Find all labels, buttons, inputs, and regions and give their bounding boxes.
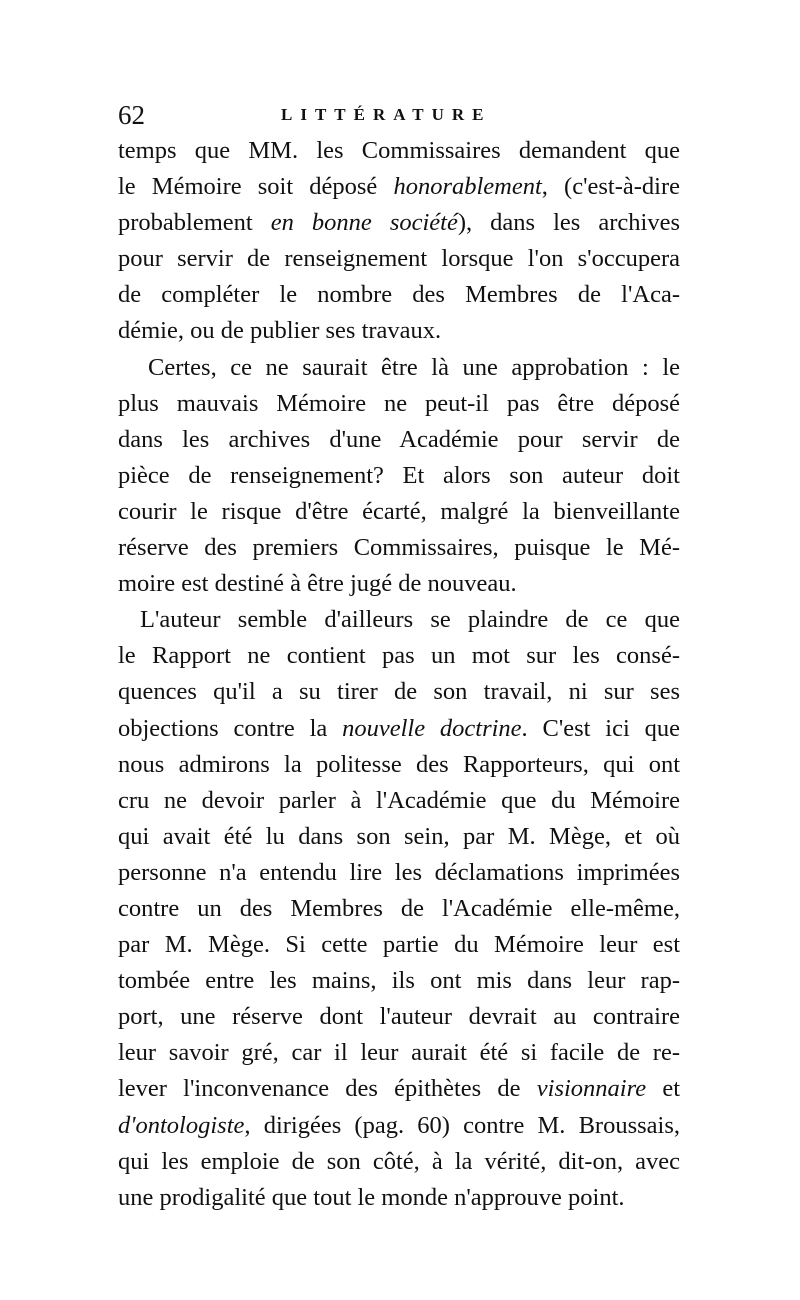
text-segment: courir le risque d'être écarté, malgré la bienveillante <box>118 497 680 525</box>
text-line <box>118 530 680 566</box>
text-line <box>118 674 680 710</box>
text-segment: . C'est ici que <box>521 714 680 742</box>
text-segment: pour servir de renseignement lorsque l'on s'occupera <box>118 245 680 273</box>
text-segment: contre un des Membres de l'Académie elle-même, <box>118 894 680 922</box>
text-segment: port, une réserve dont l'auteur devrait au contraire <box>118 1003 680 1031</box>
text-segment: tombée entre les mains, ils ont mis dans leur rap- <box>118 967 680 995</box>
text-line <box>118 241 680 277</box>
text-segment: démie, ou de publier ses travaux. <box>118 317 442 345</box>
text-segment: , dirigées (pag. 60) contre M. Broussais, <box>244 1111 680 1139</box>
text-segment: le Mémoire soit déposé <box>118 173 394 201</box>
text-segment: pièce de renseignement? Et alors son auteur doit <box>118 461 680 489</box>
text-segment: et <box>646 1075 680 1103</box>
text-line <box>118 963 680 999</box>
text-line <box>118 855 680 891</box>
text-segment: réserve des premiers Commissaires, puisque le Mé- <box>118 534 680 562</box>
italic-segment: nouvelle doctrine <box>342 714 522 742</box>
text-segment: lever l'inconvenance des épithètes de <box>118 1075 537 1103</box>
text-line <box>118 783 680 819</box>
text-line <box>118 927 680 963</box>
text-line <box>118 422 680 458</box>
text-line <box>118 747 680 783</box>
text-segment: par M. Mège. Si cette partie du Mémoire leur est <box>118 931 680 959</box>
text-segment: Certes, ce ne saurait être là une approbation : le <box>148 353 680 381</box>
text-line <box>118 999 680 1035</box>
text-segment: qui les emploie de son côté, à la vérité, dit-on, avec <box>118 1147 680 1175</box>
text-segment: quences qu'il a su tirer de son travail, ni sur ses <box>118 678 680 706</box>
text-line <box>118 494 680 530</box>
text-line <box>118 638 680 674</box>
italic-segment: en bonne société <box>270 209 458 237</box>
text-line <box>118 313 680 349</box>
text-segment: cru ne devoir parler à l'Académie que du Mémoire <box>118 786 680 814</box>
text-line <box>118 819 680 855</box>
text-segment: leur savoir gré, car il leur aurait été si facile de re- <box>118 1039 680 1067</box>
text-line <box>118 386 680 422</box>
text-line <box>118 1144 680 1180</box>
text-line <box>118 711 680 747</box>
text-line <box>118 1071 680 1107</box>
text-segment: nous admirons la politesse des Rapporteurs, qui ont <box>118 750 680 778</box>
text-segment: personne n'a entendu lire les déclamations imprimées <box>118 858 680 886</box>
text-segment: une prodigalité que tout le monde n'approuve point. <box>118 1183 625 1211</box>
text-segment: probablement <box>118 209 271 237</box>
body-text <box>118 133 680 1216</box>
text-segment: qui avait été lu dans son sein, par M. Mège, et où <box>118 822 680 850</box>
italic-segment: d'ontologiste <box>118 1111 245 1139</box>
text-line <box>118 133 680 169</box>
text-segment: L'auteur semble d'ailleurs se plaindre de ce que <box>140 606 680 634</box>
text-line <box>118 205 680 241</box>
text-line <box>118 169 680 205</box>
text-line <box>118 277 680 313</box>
text-line <box>118 350 680 386</box>
text-segment: de compléter le nombre des Membres de l'Aca- <box>118 281 680 309</box>
text-line <box>118 1035 680 1071</box>
text-segment: le Rapport ne contient pas un mot sur les consé- <box>118 642 680 670</box>
text-segment: ), dans les archives <box>457 209 681 237</box>
text-line <box>118 458 680 494</box>
text-segment: objections contre la <box>118 714 343 742</box>
italic-segment: honorablement <box>393 173 542 201</box>
text-segment: plus mauvais Mémoire ne peut-il pas être déposé <box>118 389 680 417</box>
text-segment: , (c'est-à-dire <box>541 173 680 201</box>
text-line <box>118 566 680 602</box>
text-line <box>118 602 680 638</box>
running-title: LITTÉRATURE <box>281 105 492 124</box>
running-head <box>118 97 688 133</box>
text-line <box>118 1180 680 1216</box>
text-segment: temps que MM. les Commissaires demandent que <box>118 137 680 164</box>
text-segment: dans les archives d'une Académie pour servir de <box>118 425 680 453</box>
text-line <box>118 1108 680 1144</box>
italic-segment: visionnaire <box>536 1075 647 1103</box>
page-number: 62 <box>118 100 145 130</box>
text-line <box>118 891 680 927</box>
text-segment: moire est destiné à être jugé de nouveau. <box>118 570 517 598</box>
